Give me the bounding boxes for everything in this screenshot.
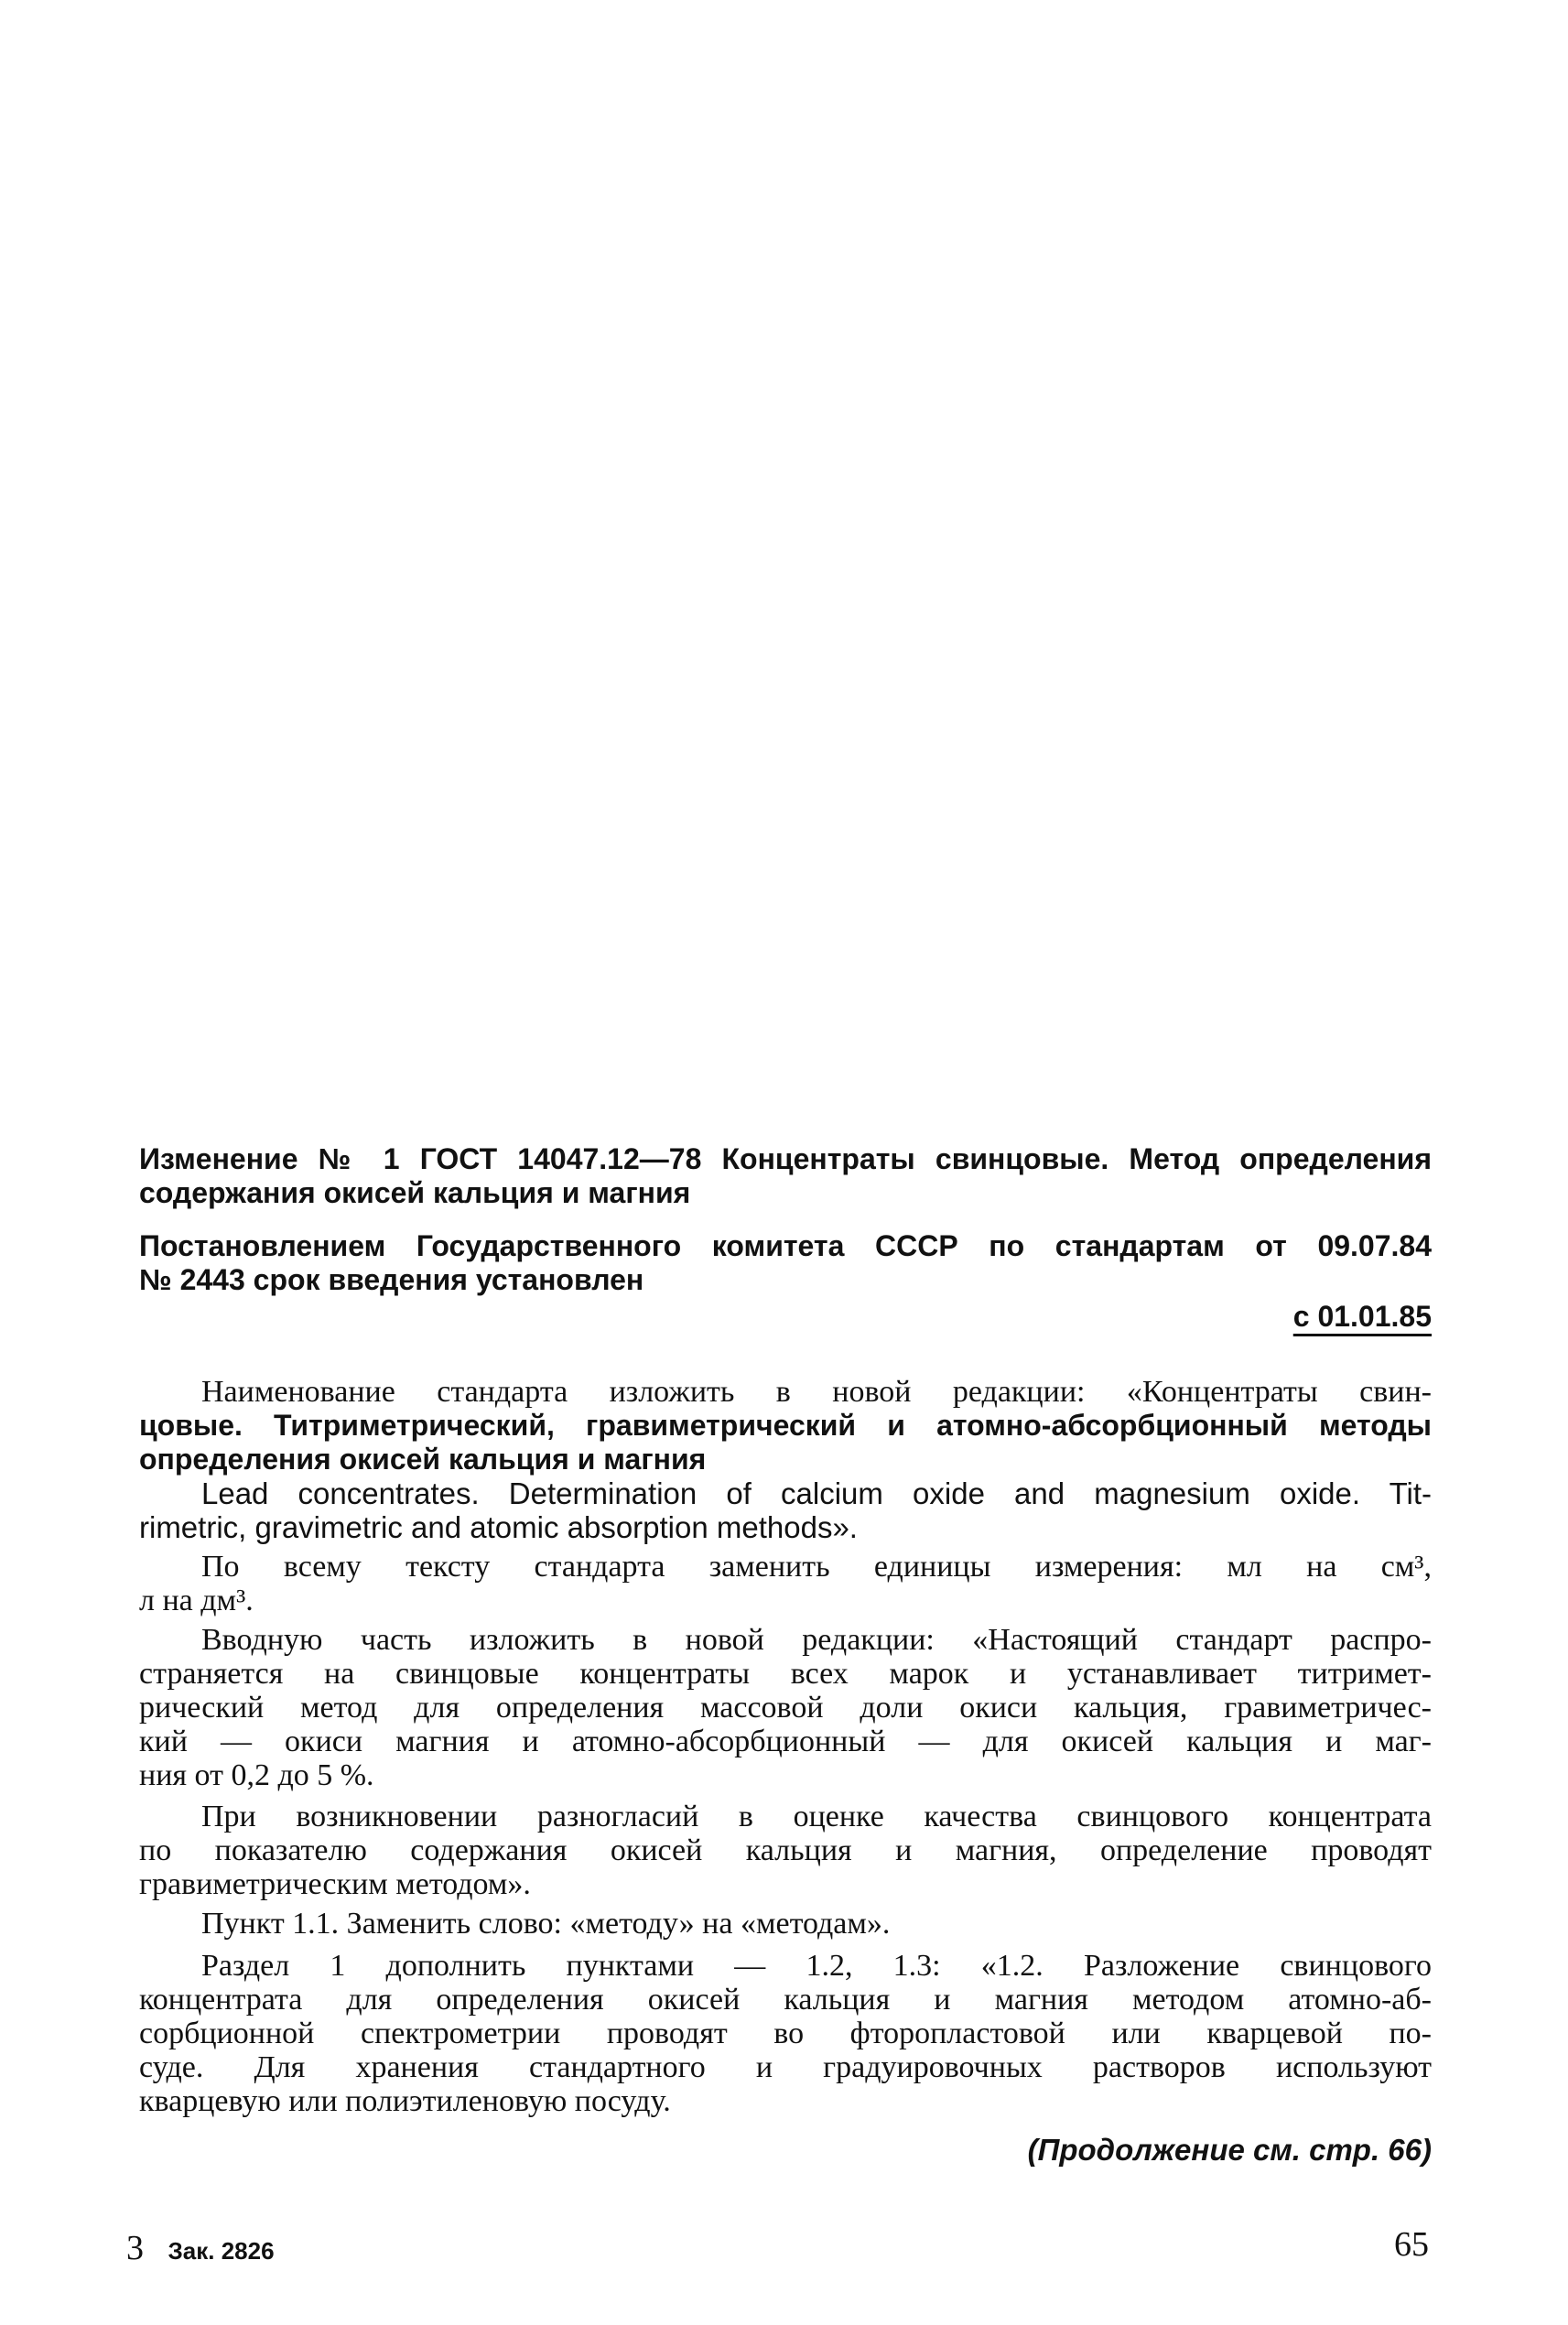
paragraph-line: Вводную часть изложить в новой редакции: «Настоящий стандарт распро- [201,1623,1432,1657]
paragraph-line: концентрата для определения окисей кальция и магния методом атомно-аб- [139,1983,1432,2017]
paragraph-line: по показателю содержания окисей кальция и магния, определение проводят [139,1833,1432,1867]
paragraph-line: цовые. Титриметрический, гравиметрический и атомно-абсорбционный методы [139,1409,1432,1442]
paragraph-line: Пункт 1.1. Заменить слово: «методу» на «методам». [201,1907,891,1941]
effective-date: с 01.01.85 [1292,1300,1432,1333]
paragraph-line: кварцевую или полиэтиленовую посуду. [139,2084,671,2118]
amendment-title [139,1142,1432,1210]
paragraph-line: кий — окиси магния и атомно-абсорбционный — для окисей кальция и маг- [139,1725,1432,1758]
continuation-note: (Продолжение см. стр. 66) [1027,2133,1432,2167]
paragraph-line: определения окисей кальция и магния [139,1443,707,1476]
decree-line: № 2443 срок введения установлен [139,1263,644,1296]
title-line: содержания окисей кальция и магния [139,1176,691,1209]
paragraph-line: страняется на свинцовые концентраты всех марок и устанавливает титримет- [139,1657,1432,1691]
order-number: Зак. 2826 [168,2237,275,2265]
page-number: 65 [1394,2225,1429,2264]
paragraph-line: л на дм³. [139,1584,254,1617]
decree-block [139,1229,1432,1297]
paragraph-line: рический метод для определения массовой доли окиси кальция, гравиметричес- [139,1691,1432,1725]
paragraph-line-english: Lead concentrates. Determination of calcium oxide and magnesium oxide. Tit- [201,1476,1432,1510]
paragraph-clause-1-1 [139,1907,1432,1941]
paragraph-line: Наименование стандарта изложить в новой редакции: «Концентраты свин- [201,1375,1432,1409]
paragraph-line-english: rimetric, gravimetric and atomic absorption methods». [139,1510,858,1544]
footer-left [126,2228,275,2268]
paragraph-line: При возникновении разногласий в оценке качества свинцового концентрата [201,1800,1432,1833]
paragraph-line: сорбционной спектрометрии проводят во фторопластовой или кварцевой по- [139,2017,1432,2050]
paragraph-line: ния от 0,2 до 5 %. [139,1758,374,1792]
paragraph-line: Раздел 1 дополнить пунктами — 1.2, 1.3: «1.2. Разложение свинцового [201,1949,1432,1983]
paragraph-section-1 [139,1949,1432,2118]
paragraph-line: гравиметрическим методом». [139,1867,531,1901]
paragraph-disputes [139,1800,1432,1901]
paragraph-title-change [139,1375,1432,1544]
decree-line: Постановлением Государственного комитета СССР по стандартам от 09.07.84 [139,1229,1432,1262]
paragraph-intro [139,1623,1432,1792]
paragraph-units [139,1550,1432,1617]
paragraph-line: суде. Для хранения стандартного и градуировочных растворов используют [139,2050,1432,2084]
title-line: Изменение № 1 ГОСТ 14047.12—78 Концентраты свинцовые. Метод определения [139,1142,1432,1175]
sheet-mark: 3 [126,2229,144,2267]
paragraph-line: По всему тексту стандарта заменить единицы измерения: мл на см³, [201,1550,1432,1584]
